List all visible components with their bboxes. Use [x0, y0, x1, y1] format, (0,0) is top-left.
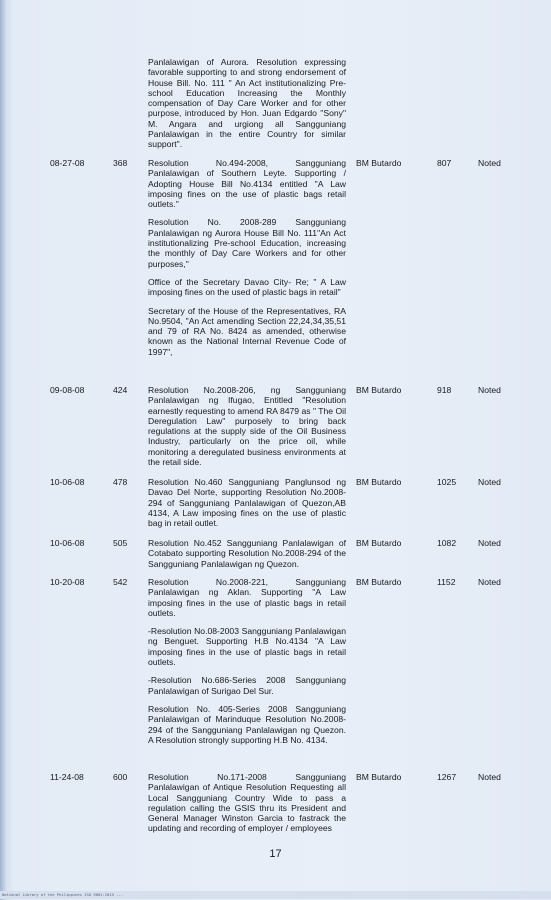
row-description: [148, 538, 346, 569]
page-number: 17: [269, 848, 282, 860]
row-page: 1082: [437, 538, 457, 548]
row-page: 1267: [437, 772, 457, 782]
description-paragraph: Resolution No.2008-206, ng Sangguniang Panlalawigan ng Ifugao, Entitled "Resolution earnestly requesting to amend RA 8479 as " The Oil Deregulation Law" purposely to bring back regulations at the supply side of the Oil Business Industry, particularly on the price oil, while monitoring a deregulated business environments at the retail side.: [148, 385, 346, 468]
row-referred-to: BM Butardo: [356, 538, 402, 548]
row-description: [148, 577, 346, 745]
row-number: 424: [113, 385, 128, 395]
row-description: [148, 477, 346, 528]
description-paragraph: Secretary of the House of the Representatives, RA No.9504, "An Act amending Section 22,24,34,35,51 and 79 of RA No. 8424 as amended, otherwise known as the National Internal Revenue Code of 1997",: [148, 305, 346, 357]
row-description: [148, 772, 346, 834]
page-spine-shadow: [0, 0, 6, 900]
row-page: 918: [437, 385, 452, 395]
row-description: [148, 57, 346, 150]
description-paragraph: Resolution No. 2008-289 Sangguniang Panlalawigan ng Aurora House Bill No. 111"An Act institutionalizing Pre-school Education, increasing the monthly of Day Care Workers and for other purposes,": [148, 217, 346, 269]
description-paragraph: Resolution No.452 Sangguniang Panlalawigan of Cotabato supporting Resolution No.2008-294 of the Sangguniang Panlalawigan ng Quezon.: [148, 538, 346, 569]
row-date: 08-27-08: [50, 158, 85, 168]
description-paragraph: Resolution No.2008-221, Sangguniang Panlalawigan ng Aklan. Supporting "A Law imposing fines in the use of plastic bags in retail outlets.: [148, 577, 346, 618]
row-description: [148, 158, 346, 357]
row-number: 368: [113, 158, 128, 168]
row-action: Noted: [478, 577, 501, 587]
description-paragraph: Resolution No. 405-Series 2008 Sangguniang Panlalawigan of Marinduque Resolution No.2008-294 of the Sangguniang Panlalawigan ng Quezon. A Resolution strongly supporting H.B No. 4134.: [148, 703, 346, 745]
row-referred-to: BM Butardo: [356, 158, 402, 168]
row-action: Noted: [478, 538, 501, 548]
row-referred-to: BM Butardo: [356, 385, 402, 395]
row-number: 478: [113, 477, 128, 487]
row-referred-to: BM Butardo: [356, 577, 402, 587]
scan-footer: National Library of the Philippines ISO 9001:2015 ...: [0, 891, 551, 899]
description-paragraph: -Resolution No.686-Series 2008 Sangguniang Panlalawigan of Surigao Del Sur.: [148, 675, 346, 696]
row-number: 505: [113, 538, 128, 548]
row-date: 11-24-08: [50, 772, 84, 782]
row-referred-to: BM Butardo: [356, 772, 402, 782]
description-paragraph: Panlalawigan of Aurora. Resolution expressing favorable supporting to and strong endorsement of House Bill. No. 111 " An Act institutionalizing Pre-school Education Increasing the Monthly compensation of Day Care Worker and for other purpose, introduced by Hon. Juan Edgardo "Sony" M. Angara and urgiong all Sangguniang Panlalawigan in the entire Country for similar support".: [148, 57, 346, 150]
row-date: 10-20-08: [50, 577, 85, 587]
description-paragraph: Resolution No.494-2008, Sangguniang Panlalawigan of Southern Leyte. Supporting / Adopting House Bill No.4134 entitled "A Law imposing fines on the use of plastic bags retail outlets.": [148, 158, 346, 210]
row-action: Noted: [478, 772, 501, 782]
row-date: 10-06-08: [50, 538, 85, 548]
row-action: Noted: [478, 158, 501, 168]
description-paragraph: Office of the Secretary Davao City- Re; " A Law imposing fines on the used of plastic bags in retail": [148, 276, 346, 298]
row-referred-to: BM Butardo: [356, 477, 402, 487]
description-paragraph: Resolution No.171-2008 Sangguniang Panlalawigan of Antique Resolution Requesting all Local Sangguniang Country Wide to pass a regulation calling the GSIS thru its President and General Manager Winston Garcia to fastrack the updating and recording of employer / employees: [148, 772, 346, 834]
description-paragraph: -Resolution No.08-2003 Sangguniang Panlalawigan ng Benguet. Supporting H.B No.4134 "A Law imposing fines in the use of plastic bags in retail outlets.: [148, 626, 346, 668]
row-action: Noted: [478, 385, 501, 395]
row-number: 542: [113, 577, 128, 587]
row-action: Noted: [478, 477, 501, 487]
row-page: 1152: [437, 577, 456, 587]
row-date: 10-06-08: [50, 477, 85, 487]
row-number: 600: [113, 772, 128, 782]
row-page: 1025: [437, 477, 457, 487]
description-paragraph: Resolution No.460 Sangguniang Panglunsod ng Davao Del Norte, supporting Resolution No.2008-294 of Sangguniang Panlalawigan of Quezon,AB 4134, A Law imposing fines on the use of plastic bag in retail outlet.: [148, 477, 346, 529]
row-page: 807: [437, 158, 452, 168]
row-description: [148, 385, 346, 467]
row-date: 09-08-08: [50, 385, 85, 395]
